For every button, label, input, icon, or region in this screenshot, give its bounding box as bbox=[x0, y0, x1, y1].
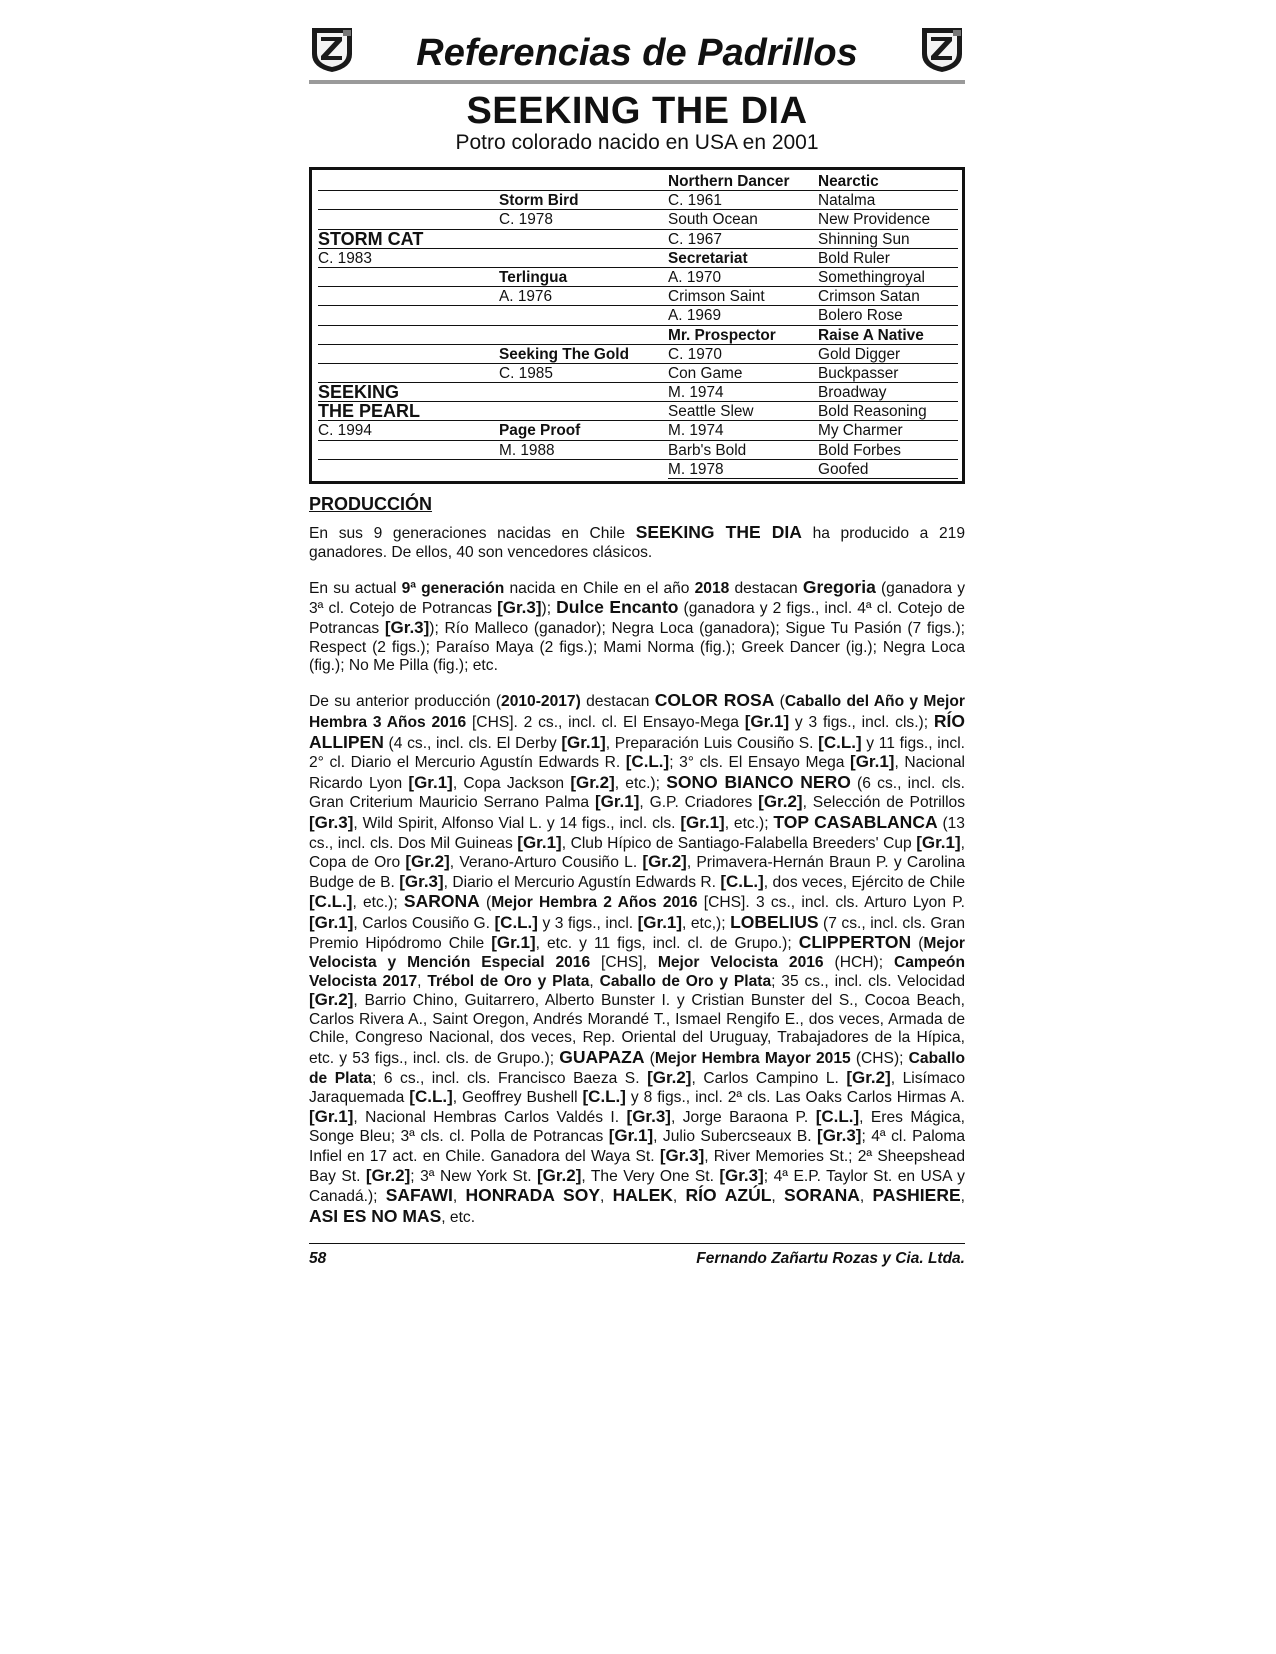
pedigree-cell: Crimson Satan bbox=[818, 287, 958, 306]
pedigree-cell: A. 1970 bbox=[668, 268, 818, 287]
horse-name-inline: SEEKING THE DIA bbox=[635, 522, 802, 542]
text-run: , bbox=[589, 972, 600, 990]
pedigree-cell: Con Game bbox=[668, 364, 818, 383]
pedigree-cell bbox=[318, 306, 499, 325]
grade-label: [Gr.2] bbox=[758, 792, 803, 812]
pedigree-cell: Crimson Saint bbox=[668, 287, 818, 306]
grade-label: [C.L.] bbox=[818, 732, 862, 752]
text-run: , bbox=[600, 1188, 613, 1206]
pedigree-cell bbox=[318, 287, 499, 306]
page-number: 58 bbox=[309, 1250, 327, 1267]
pedigree-cell bbox=[318, 268, 499, 287]
text-run: [CHS], bbox=[590, 954, 658, 972]
pedigree-cell: Gold Digger bbox=[818, 345, 958, 364]
grade-label: [Gr.1] bbox=[517, 832, 562, 852]
horse-name-inline: ASI ES NO MAS bbox=[309, 1205, 442, 1226]
award-label: Mejor Hembra 2 Años 2016 bbox=[491, 894, 698, 912]
grade-label: [Gr.2] bbox=[570, 772, 615, 792]
text-run: , bbox=[417, 972, 428, 990]
pedigree-cell: SEEKING bbox=[318, 383, 499, 402]
pedigree-cell: Barb's Bold bbox=[668, 441, 818, 460]
text-run: ( bbox=[644, 1050, 655, 1068]
pedigree-cell: M. 1974 bbox=[668, 421, 818, 440]
pedigree-cell bbox=[318, 345, 499, 364]
grade-label: [Gr.3] bbox=[497, 598, 542, 618]
grade-label: [Gr.1] bbox=[309, 1106, 354, 1126]
grade-label: [Gr.3] bbox=[719, 1165, 764, 1185]
pedigree-cell: A. 1976 bbox=[499, 287, 668, 306]
text-run: [CHS]. 2 cs., incl. cl. El Ensayo-Mega bbox=[466, 713, 745, 731]
pedigree-row bbox=[318, 306, 958, 325]
grade-label: [Gr.1] bbox=[637, 912, 683, 932]
text-run: destacan bbox=[729, 579, 803, 597]
text-run: , The Very One St. bbox=[581, 1167, 720, 1185]
horse-name: SEEKING THE DIA bbox=[466, 90, 808, 132]
pedigree-cell: Nearctic bbox=[818, 172, 958, 191]
publisher-name: Fernando Zañartu Rozas y Cia. Ltda. bbox=[696, 1250, 965, 1267]
pedigree-cell: Buckpasser bbox=[818, 364, 958, 383]
pedigree-cell bbox=[499, 306, 668, 325]
text-run: , dos veces, Ejército de Chile bbox=[763, 873, 966, 891]
text-run: , River Memories St.; 2ª Sheepshead Bay St. bbox=[309, 1148, 965, 1185]
pedigree-cell: M. 1978 bbox=[668, 460, 818, 479]
grade-label: [Gr.1] bbox=[916, 832, 961, 852]
grade-label: [Gr.3] bbox=[817, 1126, 862, 1146]
pedigree-cell: Natalma bbox=[818, 191, 958, 210]
text-run: , Barrio Chino, Guitarrero, Alberto Bunster I. y Cristian Bunster del S., Cocoa Beach, Carlos Rivera A., Saint Oregon, Andrés Morandé T., Ismael Rengifo E., dos veces, Armada de Chile, Congreso Nacional, dos veces, Rep. Oriental del Uruguay, Trabajadores de la Hípica, etc. y 53 figs., incl. cls. de Grupo.); bbox=[309, 992, 965, 1068]
grade-label: [Gr.3] bbox=[399, 871, 444, 891]
grade-label: [Gr.3] bbox=[626, 1106, 671, 1126]
pedigree-row bbox=[318, 210, 958, 229]
pedigree-cell: Storm Bird bbox=[499, 191, 668, 210]
pedigree-cell bbox=[318, 210, 499, 229]
text-run: , bbox=[452, 1188, 466, 1206]
pedigree-cell bbox=[318, 326, 499, 345]
grade-label: [Gr.2] bbox=[365, 1165, 411, 1185]
text-run: En su actual bbox=[309, 579, 402, 597]
generation-label: 9ª generación bbox=[401, 579, 505, 597]
text-run: En sus 9 generaciones nacidas en Chile bbox=[309, 525, 636, 542]
year-label: 2018 bbox=[694, 579, 730, 597]
pedigree-cell: C. 1978 bbox=[499, 210, 668, 229]
text-run: , Selección de Potrillos bbox=[802, 794, 965, 812]
grade-label: [Gr.3] bbox=[659, 1146, 705, 1165]
award-label: 2010-2017) bbox=[501, 693, 581, 711]
pedigree-cell: Bold Ruler bbox=[818, 249, 958, 268]
horse-name-inline: TOP CASABLANCA bbox=[773, 811, 938, 832]
text-run: , bbox=[771, 1188, 785, 1206]
text-run: , etc,); bbox=[682, 914, 731, 932]
grade-label: [Gr.1] bbox=[850, 752, 895, 772]
text-run: , bbox=[859, 1188, 873, 1206]
pedigree-cell bbox=[499, 249, 668, 268]
horse-name-inline: SORANA bbox=[784, 1185, 860, 1206]
text-run: [CHS]. 3 cs., incl. cls. Arturo Lyon P. bbox=[697, 894, 965, 912]
text-run: ; 3° cls. El Ensayo Mega bbox=[669, 754, 851, 772]
pedigree-cell: C. 1994 bbox=[318, 421, 499, 440]
pedigree-row bbox=[318, 441, 958, 460]
text-run: y 3 figs., incl. cls.); bbox=[789, 713, 934, 731]
text-run: ( bbox=[911, 935, 924, 953]
horse-name-inline: Gregoria bbox=[802, 576, 876, 597]
horse-name-inline: RÍO ALLIPEN bbox=[309, 710, 965, 752]
grade-label: [Gr.1] bbox=[309, 912, 354, 932]
text-run: , etc.); bbox=[724, 814, 774, 832]
grade-label: [C.L.] bbox=[409, 1087, 453, 1107]
pedigree-row bbox=[318, 172, 958, 191]
text-run: ; 3ª New York St. bbox=[410, 1167, 537, 1185]
pedigree-cell: South Ocean bbox=[668, 210, 818, 229]
grade-label: [C.L.] bbox=[582, 1087, 626, 1107]
text-run: , Preparación Luis Cousiño S. bbox=[605, 734, 819, 752]
horse-name-inline: CLIPPERTON bbox=[798, 932, 912, 953]
pedigree-cell: M. 1974 bbox=[668, 383, 818, 402]
pedigree-cell: Seeking The Gold bbox=[499, 345, 668, 364]
pedigree-cell: M. 1988 bbox=[499, 441, 668, 460]
pedigree-cell: Bolero Rose bbox=[818, 306, 958, 325]
pedigree-row bbox=[318, 460, 958, 479]
pedigree-row bbox=[318, 268, 958, 287]
pedigree-cell: Raise A Native bbox=[818, 326, 958, 345]
horse-name-inline: LOBELIUS bbox=[730, 911, 819, 932]
horse-name-inline: HONRADA SOY bbox=[465, 1185, 600, 1206]
text-run: y 8 figs., incl. 2ª cls. Las Oaks Carlos Hirmas A. bbox=[625, 1089, 965, 1107]
pedigree-cell bbox=[318, 460, 499, 479]
text-run: , bbox=[672, 1188, 686, 1206]
text-run: , G.P. Criadores bbox=[639, 794, 759, 812]
grade-label: [Gr.2] bbox=[846, 1067, 891, 1087]
grade-label: [Gr.1] bbox=[744, 711, 790, 731]
text-run: ha producido a 219 ganadores. De ellos, 40 son vencedores clásicos. bbox=[309, 525, 965, 561]
horse-name-inline: GUAPAZA bbox=[559, 1047, 645, 1068]
pedigree-cell bbox=[499, 230, 668, 249]
text-run: , etc.); bbox=[614, 774, 667, 792]
grade-label: [Gr.1] bbox=[561, 732, 606, 752]
horse-name-inline: HALEK bbox=[612, 1185, 673, 1206]
horse-name-inline: PASHIERE bbox=[872, 1185, 961, 1206]
pedigree-row bbox=[318, 249, 958, 268]
horse-name-inline: SONO BIANCO NERO bbox=[666, 771, 851, 792]
horse-name-inline: SARONA bbox=[403, 891, 480, 912]
pedigree-cell: Bold Forbes bbox=[818, 441, 958, 460]
pedigree-cell: C. 1985 bbox=[499, 364, 668, 383]
grade-label: [Gr.1] bbox=[608, 1126, 654, 1146]
text-run: , Carlos Campino L. bbox=[691, 1069, 847, 1087]
text-run: (ganadora y 2 figs., incl. 4ª cl. Cotejo de Potrancas bbox=[309, 600, 965, 637]
pedigree-cell: C. 1967 bbox=[668, 230, 818, 249]
pedigree-cell: Somethingroyal bbox=[818, 268, 958, 287]
pedigree-cell: My Charmer bbox=[818, 421, 958, 440]
grade-label: [C.L.] bbox=[625, 752, 670, 772]
horse-name-inline: SAFAWI bbox=[385, 1185, 453, 1206]
production-paragraph-2 bbox=[309, 578, 965, 676]
grade-label: [C.L.] bbox=[494, 912, 538, 932]
grade-label: [Gr.2] bbox=[647, 1067, 692, 1087]
text-run: , Club Hípico de Santiago-Falabella Breeders' Cup bbox=[561, 834, 917, 852]
grade-label: [Gr.2] bbox=[536, 1165, 582, 1185]
pedigree-cell bbox=[499, 383, 668, 402]
award-label: Mejor Velocista y Mención Especial 2016 bbox=[309, 935, 965, 972]
text-run: (ganadora y 3ª cl. Cotejo de Potrancas bbox=[309, 579, 965, 618]
text-run: ); bbox=[541, 600, 557, 618]
text-run: (13 cs., incl. cls. Dos Mil Guineas bbox=[309, 814, 965, 852]
grade-label: [Gr.1] bbox=[491, 933, 536, 953]
pedigree-cell bbox=[318, 441, 499, 460]
text-run: destacan bbox=[580, 693, 655, 711]
text-run: ; 6 cs., incl. cls. Francisco Baeza S. bbox=[372, 1069, 648, 1087]
grade-label: [C.L.] bbox=[720, 871, 764, 891]
grade-label: [Gr.3] bbox=[384, 617, 430, 637]
pedigree-row bbox=[318, 421, 958, 440]
pedigree-cell bbox=[318, 172, 499, 191]
pedigree-row bbox=[318, 364, 958, 383]
page-footer bbox=[309, 1243, 965, 1268]
grade-label: [Gr.1] bbox=[680, 812, 725, 832]
award-label: Mejor Hembra Mayor 2015 bbox=[654, 1050, 851, 1068]
text-run: , Nacional Hembras Carlos Valdés I. bbox=[353, 1108, 627, 1126]
pedigree-cell: Page Proof bbox=[499, 421, 668, 440]
text-run: , etc. bbox=[441, 1208, 476, 1226]
pedigree-cell bbox=[499, 326, 668, 345]
text-run: ; 35 cs., incl. cls. Velocidad bbox=[771, 972, 966, 990]
pedigree-cell: THE PEARL bbox=[318, 402, 499, 421]
text-run: , Copa Jackson bbox=[452, 774, 571, 792]
pedigree-cell: C. 1970 bbox=[668, 345, 818, 364]
award-label: Mejor Velocista 2016 bbox=[657, 954, 824, 972]
grade-label: [Gr.2] bbox=[309, 990, 354, 1010]
grade-label: [Gr.1] bbox=[594, 792, 640, 812]
award-label: Trébol de Oro y Plata bbox=[427, 972, 590, 990]
pedigree-cell: STORM CAT bbox=[318, 230, 499, 249]
pedigree-cell: Bold Reasoning bbox=[818, 402, 958, 421]
grade-label: [C.L.] bbox=[815, 1106, 860, 1126]
text-run: , Eres Mágica, Songe Bleu; 3ª cls. cl. Polla de Potrancas bbox=[309, 1108, 965, 1146]
text-run: , Verano-Arturo Cousiño L. bbox=[449, 854, 643, 872]
text-run: (HCH); bbox=[823, 954, 894, 972]
header-rule bbox=[309, 80, 965, 84]
pedigree-row bbox=[318, 191, 958, 210]
pedigree-cell: Northern Dancer bbox=[668, 172, 818, 191]
pedigree-cell: Shinning Sun bbox=[818, 230, 958, 249]
grade-label: [Gr.1] bbox=[408, 772, 453, 792]
text-run: , etc.); bbox=[352, 894, 404, 912]
pedigree-cell bbox=[318, 364, 499, 383]
text-run: , Wild Spirit, Alfonso Vial L. y 14 figs., incl. cls. bbox=[353, 814, 681, 832]
text-run: , Lisímaco Jaraquemada bbox=[309, 1069, 965, 1107]
text-run: ( bbox=[774, 693, 785, 711]
pedigree-row bbox=[318, 345, 958, 364]
pedigree-cell bbox=[499, 460, 668, 479]
pedigree-cell: A. 1969 bbox=[668, 306, 818, 325]
pedigree-cell bbox=[499, 172, 668, 191]
award-label: Campeón Velocista 2017 bbox=[309, 954, 965, 990]
pedigree-row bbox=[318, 383, 958, 402]
text-run: , Carlos Cousiño G. bbox=[353, 914, 495, 932]
text-run: (6 cs., incl. cls. Gran Criterium Mauricio Serrano Palma bbox=[309, 774, 965, 812]
text-run: , Nacional Ricardo Lyon bbox=[309, 754, 966, 792]
text-run: y 11 figs., incl. 2° cl. Diario el Mercurio Agustín Edwards R. bbox=[309, 734, 965, 772]
text-run: ( bbox=[479, 894, 492, 912]
horse-name-inline: COLOR ROSA bbox=[654, 690, 775, 711]
text-run: ; 4ª E.P. Taylor St. en USA y Canadá.); bbox=[309, 1167, 965, 1206]
text-run: , Julio Subercseaux B. bbox=[653, 1128, 818, 1146]
header-title: Referencias de Padrillos bbox=[416, 32, 858, 74]
horse-subtitle: Potro colorado nacido en USA en 2001 bbox=[455, 131, 819, 154]
pedigree-cell: New Providence bbox=[818, 210, 958, 229]
text-run: De su anterior producción ( bbox=[309, 693, 502, 711]
pedigree-cell: Broadway bbox=[818, 383, 958, 402]
grade-label: [C.L.] bbox=[309, 892, 353, 912]
text-run: (4 cs., incl. cls. El Derby bbox=[383, 734, 562, 752]
text-run: , Primavera-Hernán Braun P. y Carolina Budge de B. bbox=[309, 854, 966, 891]
pedigree-row bbox=[318, 230, 958, 249]
pedigree-cell: Goofed bbox=[818, 460, 958, 479]
text-run: (7 cs., incl. cls. Gran Premio Hipódromo Chile bbox=[309, 914, 966, 953]
text-run: , Copa de Oro bbox=[309, 834, 965, 872]
text-run: y 3 figs., incl. bbox=[537, 914, 638, 932]
production-paragraph-3 bbox=[309, 691, 965, 1227]
pedigree-row bbox=[318, 326, 958, 345]
grade-label: [Gr.2] bbox=[405, 852, 450, 872]
grade-label: [Gr.3] bbox=[309, 812, 354, 832]
production-paragraph-1 bbox=[309, 523, 965, 562]
text-run: ; 4ª cl. Paloma Infiel en 17 act. en Chile. Ganadora del Waya St. bbox=[309, 1128, 965, 1165]
pedigree-row bbox=[318, 402, 958, 421]
pedigree-cell bbox=[499, 402, 668, 421]
text-run: (CHS); bbox=[850, 1050, 909, 1068]
text-run: , bbox=[960, 1188, 965, 1206]
pedigree-cell: Mr. Prospector bbox=[668, 326, 818, 345]
pedigree-cell: Terlingua bbox=[499, 268, 668, 287]
pedigree-row bbox=[318, 287, 958, 306]
award-label: Caballo del Año y Mejor Hembra 3 Años 2016 bbox=[309, 693, 965, 731]
award-label: Caballo de Oro y Plata bbox=[599, 972, 772, 990]
production-title: PRODUCCIÓN bbox=[309, 494, 433, 514]
text-run: , Diario el Mercurio Agustín Edwards R. bbox=[443, 873, 721, 891]
text-run: ); Río Malleco (ganador); Negra Loca (ganadora); Sigue Tu Pasión (7 figs.); Respect (2 figs.); Paraíso Maya (2 figs.); Mami Norma (fig.); Greek Dancer (ig.); Negra Loca (fig.); No Me Pilla (fig.); etc. bbox=[309, 619, 965, 675]
document-page bbox=[309, 22, 965, 1243]
grade-label: [Gr.2] bbox=[642, 852, 687, 872]
text-run: , etc. y 11 figs, incl. cl. de Grupo.); bbox=[535, 935, 799, 953]
text-run: , Geoffrey Bushell bbox=[452, 1089, 583, 1107]
zf-shield-logo-icon bbox=[919, 24, 965, 74]
page-header bbox=[309, 22, 965, 82]
text-run: nacida en Chile en el año bbox=[504, 579, 695, 597]
pedigree-cell: Seattle Slew bbox=[668, 402, 818, 421]
horse-name-inline: Dulce Encanto bbox=[556, 597, 679, 618]
pedigree-cell: C. 1961 bbox=[668, 191, 818, 210]
horse-name-inline: RÍO AZÚL bbox=[685, 1185, 772, 1206]
pedigree-table bbox=[309, 167, 965, 484]
pedigree-cell: Secretariat bbox=[668, 249, 818, 268]
award-label: Caballo de Plata bbox=[309, 1050, 965, 1087]
pedigree-cell: C. 1983 bbox=[318, 249, 499, 268]
text-run: , Jorge Baraona P. bbox=[670, 1108, 816, 1126]
pedigree-cell bbox=[318, 191, 499, 210]
